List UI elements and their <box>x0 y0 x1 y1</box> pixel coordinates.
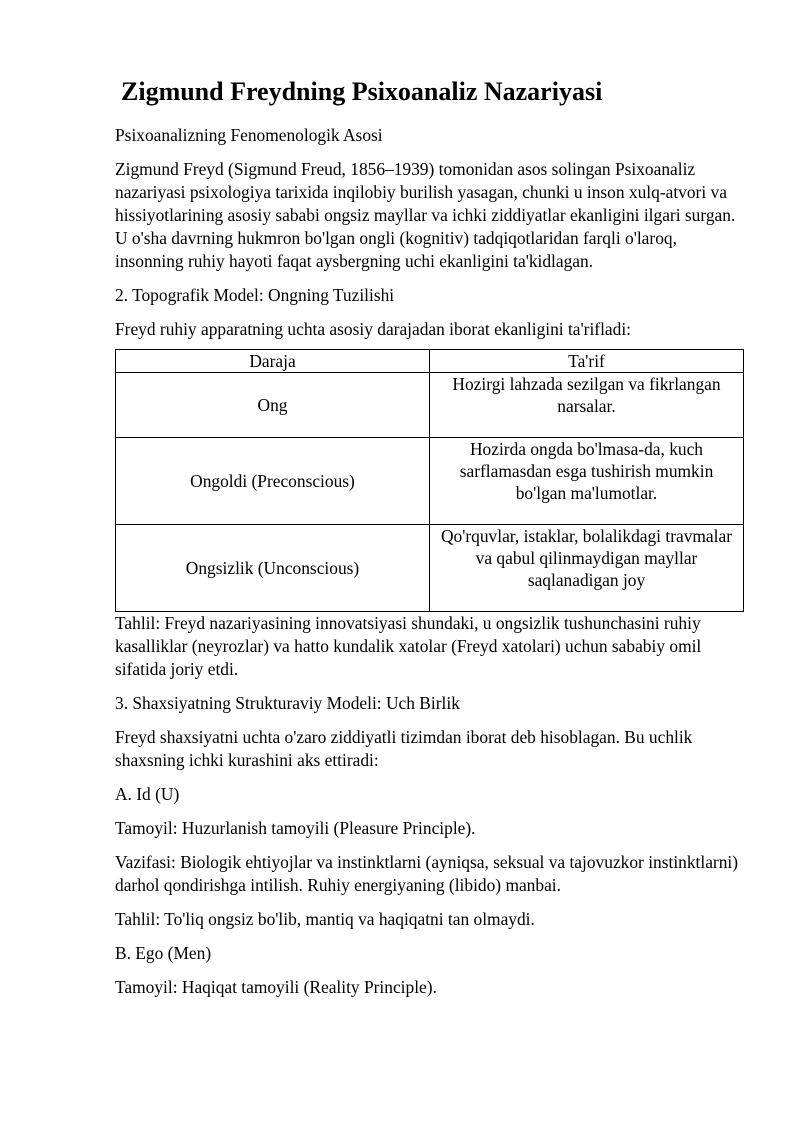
table-cell-description: Hozirgi lahzada sezilgan va fikrlangan narsalar. <box>430 373 744 438</box>
topographic-model-table <box>115 349 744 612</box>
table-row <box>116 525 744 612</box>
intro-paragraph: Zigmund Freyd (Sigmund Freud, 1856–1939) tomonidan asos solingan Psixoanaliz nazariyasi psixologiya tarixida inqilobiy burilish yasagan, chunki u inson xulq-atvori va hissiyotlarining asosiy sababi ongsiz mayllar va ichki ziddiyatlar ekanligini ilgari surgan. U o'sha davrning hukmron bo'lgan ongli (kognitiv) tadqiqotlaridan farqli o'laroq, insonning ruhiy hayoti faqat aysbergning uchi ekanligini ta'kidlagan. <box>115 159 736 271</box>
table-cell-level: Ongoldi (Preconscious) <box>116 438 430 525</box>
table-header-row <box>116 350 744 373</box>
id-analysis: Tahlil: To'liq ongsiz bo'lib, mantiq va haqiqatni tan olmaydi. <box>115 909 535 929</box>
table-row <box>116 373 744 438</box>
document-subtitle: Psixoanalizning Fenomenologik Asosi <box>115 125 383 145</box>
table-header-description: Ta'rif <box>430 350 744 373</box>
table-cell-description: Qo'rquvlar, istaklar, bolalikdagi travmalar va qabul qilinmaydigan mayllar saqlanadigan joy <box>430 525 744 612</box>
id-principle: Tamoyil: Huzurlanish tamoyili (Pleasure Principle). <box>115 818 476 838</box>
analysis-paragraph: Tahlil: Freyd nazariyasining innovatsiyasi shundaki, u ongsizlik tushunchasini ruhiy kasalliklar (neyrozlar) va hatto kundalik xatolar (Freyd xatolari) uchun sababiy omil sifatida joriy etdi. <box>115 613 702 679</box>
section-3-heading: 3. Shaxsiyatning Strukturaviy Modeli: Uch Birlik <box>115 693 460 713</box>
id-function: Vazifasi: Biologik ehtiyojlar va instinktlarni (ayniqsa, seksual va tajovuzkor instinktlarni) darhol qondirishga intilish. Ruhiy energiyaning (libido) manbai. <box>115 852 739 895</box>
ego-heading: B. Ego (Men) <box>115 943 212 963</box>
table-row <box>116 438 744 525</box>
table-header-level: Daraja <box>116 350 430 373</box>
document-title: Zigmund Freydning Psixoanaliz Nazariyasi <box>121 77 603 106</box>
table-cell-description: Hozirda ongda bo'lmasa-da, kuch sarflamasdan esga tushirish mumkin bo'lgan ma'lumotlar. <box>430 438 744 525</box>
section-3-lead: Freyd shaxsiyatni uchta o'zaro ziddiyatli tizimdan iborat deb hisoblagan. Bu uchlik shaxsning ichki kurashini aks ettiradi: <box>115 727 693 770</box>
section-2-heading: 2. Topografik Model: Ongning Tuzilishi <box>115 285 395 305</box>
section-2-lead: Freyd ruhiy apparatning uchta asosiy darajadan iborat ekanligini ta'rifladi: <box>115 319 631 339</box>
document-page <box>115 76 743 1010</box>
table-cell-level: Ongsizlik (Unconscious) <box>116 525 430 612</box>
table-cell-level: Ong <box>116 373 430 438</box>
ego-principle: Tamoyil: Haqiqat tamoyili (Reality Principle). <box>115 977 437 997</box>
id-heading: A. Id (U) <box>115 784 180 804</box>
